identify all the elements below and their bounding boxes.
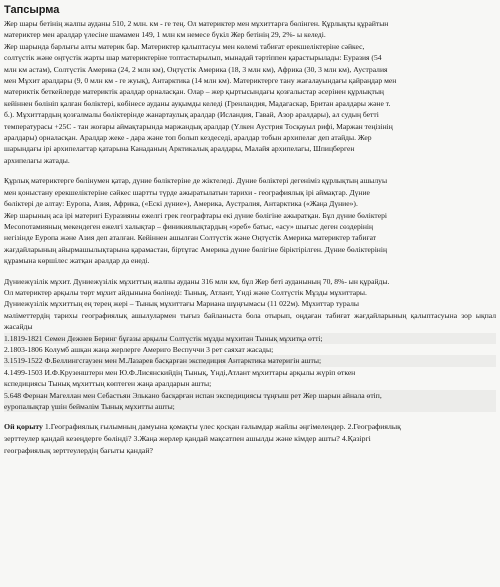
intro-paragraph: Жер шары бетінің жалпы ауданы 510, 2 млн. км - ге тең. Ол материктер мен мұхиттарға бөлінген. Құрлықты құрайтын материктер мен аралдар үлесіне шамамен 149, 1 млн км немесе бүкіл Жер бетінің 29, 2%- ы келеді. Жер шарында барлығы алты материк бар. Материктер қалыптасуы мен көлемі табиғат ерекшеліктеріне сәйкес, солтүстік және оңтүстік жарты шар материктеріне топтастырылып, мынадай тәртіппен қарастырылады: Еуразия (54 млн км астам), Солтүстік Америка (24, 2 млн км), Оңтүстік Америка (18, 3 млн км), Африка (30, 3 млн км), Аустралия мен Мұхит аралдары (9, 0 млн км - ге жуық), Антарктика (14 млн км). Материктерге тану жағалауындағы қайраңдар мен материктік беткейлерде материктік аралдар орналасқан. Олар – жер қыртысындағы қозғалыстар әсерінен құрлықтың кейіннен бөлініп қалған бөліктері, көбінесе ауданы ауқымды келеді (Гренландия, Мадагаскар, Британ аралдары және т. б.). Мұхиттардың қозғалмалы бөліктерінде жанартаулық аралдар (Исландия, Гавай, Азор аралдары), ал судың бетті температурасы +25С - тан жоғары аймақтарында маржандық аралдар (Үлкен Аустрия Тосқауыл рифі, Маржан теңізінің аралдары) орналасқан. Аралдар жеке - дара және топ болып кездеседі, аралдар тобын архипелаг деп атайды. Жер шарындағы ірі архипелагтар қатарына Канаданың Арктикалық аралдары, Малайя архипелагы, Шпицберген архипелагы жатады. <box>4 19 397 165</box>
conclusion-questions <box>4 421 496 456</box>
world-parts-section <box>4 175 496 266</box>
list-item: 4.1499-1503 И.Ф.Крузенштерн мен Ю.Ф.Лисянскийдің Тынық, Үнді,Атлант мұхиттары арқылы жүріп өткен кспедициясы Тынық мұхиттың көптеген жаңа аралдарын ашты; <box>4 367 356 389</box>
world-parts-paragraph: Құрлық материктерге бөлінумен қатар, дүние бөліктеріне де жіктеледі. Дүние бөліктері дегеніміз құрлықтың ашылуы мен қоныстану ерекшеліктеріне сәйкес шартты түрде ажыратылатын тарихи - географиялық ірі аймақтар. Дүние бөліктері де алтау: Еуропа, Азия, Африка, («Ескі дүние»), Америка, Аустралия, Антарктика («Жаңа Дүние»). Жер шарының аса ірі материгі Еуразияны ежелгі грек географтары екі дүние бөлігіне ажыратқан. Бұл дүние бөліктері Месопотамияның мекендеген ежелгі халықтар – финикиялықтардың «эреб» батыс, «асу» шығыс деген сөздерінің негізінде Еуропа және Азия деп аталған. Кейіннен ашылған Солтүстік және Оңтүстік Америка материктер табиғат жағдайларының айырмашылықтарына қарамастан, біртұтас Америка дүние бөлігіне біріктірілген. Дүние бөліктерінің құрамына көршілес жатқан аралдар да енеді. <box>4 176 388 266</box>
list-item: 2.1803-1806 Колумб ашқан жаңа жерлерге Америго Веспуччи 3 рет саяхат жасады; <box>4 344 274 354</box>
questions-text: 1.Географиялық ғылымның дамуына қомақты үлес қосқан ғалымдар жайлы әңгімелеңдер. 2.Географиялық зерттеулер қандай кезеңдерге бөлінді? 3.Жаңа жерлер қандай мақсатпен ашылды және кімдер ашты? 4.Қазіргі географиялық зерттеулердің бағыты қандай? <box>4 422 401 455</box>
world-ocean-paragraph: Дүниежүзілік мұхит. Дүниежүзілік мұхиттың жалпы ауданы 316 млн км, бұл Жер беті ауданының 70, 8%- ын құрайды. Ол материктер арқылы төрт мұхит айдынына бөлінеді: Тынық, Атлант, Үнді және Солтүстік Мұзды мұхиттары. Дүниежүзілік мұхиттың ең терең жері – Тынық мұхиттағы Мариана шұңғымасы (11 022м). Мұхиттар туралы мәліметтердің тарихы географиялық ашылулармен тығыз байланыста бола отырып, оңдаған табиғат жағдайларының қалыптасуына зор ықпал жасайды <box>4 276 496 332</box>
questions-label: Ой қорыту <box>4 422 43 432</box>
discoveries-list <box>4 333 496 413</box>
world-ocean-section <box>4 276 496 413</box>
list-item: 3.1519-1522 Ф.Беллингсгаузен мен М.Лазарев басқарған экспедиция Антарктика материгін ашты; <box>4 355 496 366</box>
list-item: 1.1819-1821 Семен Дежнев Беринг бұғазы арқылы Солтүстік мұзды мұхитан Тынық мұхитқа өтті; <box>4 333 496 344</box>
page-title: Тапсырма <box>4 4 60 16</box>
list-item: 5.648 Фернан Магеллан мен Себастьян Элькано басқарған испан экспедициясы тұңғыш рет Жер шарын айнала өтіп, еуропалықтар үшін беймәлім Тынық мұхитты ашты; <box>4 390 496 413</box>
